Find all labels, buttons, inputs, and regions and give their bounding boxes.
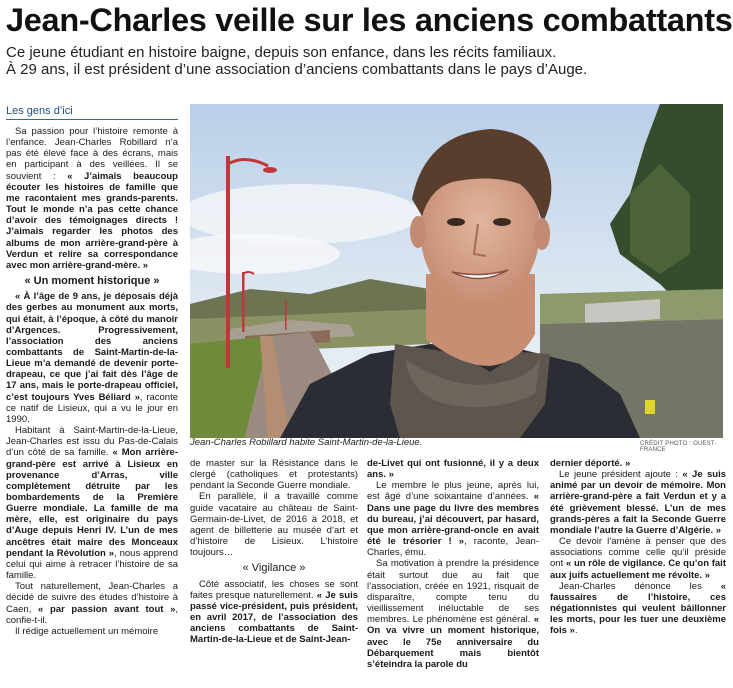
headline: Jean-Charles veille sur les anciens combattants (6, 2, 733, 38)
standfirst (6, 44, 728, 78)
text: , confie-t-il. (6, 603, 178, 626)
paragraph (190, 579, 358, 646)
text: Côté associatif, les choses se sont faites presque naturellement. (190, 578, 358, 601)
column-4 (550, 458, 726, 637)
quote: « par passion avant tout » (38, 603, 176, 615)
quote: « J’aimais beaucoup écouter les histoires de famille que me racontaient mes grands-parents. Tout le monde n’a pas cette chance d’avoir des témoignages directs ! J’aimais regarder les photos des albums de mon arrière-grand-père à Verdun et relire sa correspondance avec mon arrière-grand-mère. » (6, 170, 178, 271)
text: , nous apprend celui qui aime à retracer l’histoire de sa famille. (6, 547, 178, 582)
paragraph (550, 581, 726, 637)
paragraph (367, 558, 539, 670)
portrait-photo-illustration (190, 104, 723, 438)
text: , raconte, Jean-Charles, ému. (367, 536, 539, 559)
paragraph (6, 581, 178, 626)
standfirst-line-2: À 29 ans, il est président d’une association d’anciens combattants dans le pays d’Auge. (6, 61, 588, 78)
paragraph (367, 458, 539, 480)
paragraph (550, 536, 726, 581)
subheading: « Un moment historique » (24, 275, 160, 288)
quote: « On va vivre un moment historique, avec le 75e anniversaire du Débarquement mais bientôt s’éteindra la parole du (367, 614, 539, 670)
portrait-photo (190, 104, 723, 438)
paragraph (6, 126, 178, 271)
column-1 (6, 126, 178, 637)
quote: « Dans une page du livre des membres du bureau, j’ai découvert, par hasard, que mon arrière-grand-oncle en avait été le trésorier ! » (367, 491, 539, 548)
text: Sa passion pour l’histoire remonte à l’enfance. Jean-Charles Robillard n’a pas été élevé face à des écrans, mais en participant à des veillées. Il se souvient : (6, 126, 178, 182)
quote: « faussaires de l’histoire, ces négationnistes qui veulent bâillonner les morts, pour les tuer une deuxième fois » (550, 580, 726, 637)
standfirst-line-1: Ce jeune étudiant en histoire baigne, depuis son enfance, dans les récits familiaux. (6, 44, 557, 61)
paragraph (6, 291, 178, 425)
quote: « Mon arrière-grand-père est arrivé à Lisieux en provenance d’Arras, ville complètement détruite par les bombardements de la Première Guerre mondiale. La famille de ma mère, elle, est originaire du pays d’Auge depuis Henri IV. L’un de mes ancêtres était maire des Monceaux pendant la Révolution » (6, 447, 179, 559)
quote: « À l’âge de 9 ans, je déposais déjà des gerbes au monument aux morts, qui était, à l’époque, à côté du manoir d’Argences. Progressivement, l’association des anciens combattants de Saint-Martin-de-la-Lieue m’a demandé de devenir porte-drapeau, ce que j’ai fait dès l’âge de 17 ans, mais le porte-drapeau officiel, c’est toujours Yves Béliard » (6, 291, 178, 403)
section-rubric: Les gens d’ici (6, 105, 178, 120)
paragraph: En parallèle, il a travaillé comme guide vacataire au château de Saint-Germain-de-Livet, de 2016 à 2018, et agent de billetterie au musée d’art et d’histoire de Lisieux. L’histoire toujours… (190, 491, 358, 559)
text: Jean-Charles dénonce les (559, 580, 721, 592)
text: Ce devoir l’amène à penser que des associations comme celle qu’il préside ont (550, 536, 726, 570)
quote: « Je suis animé par un devoir de mémoire. Mon arrière-grand-père a fait Verdun et y a été grièvement blessé. L’un de mes grands-pères a fait la Seconde Guerre mondiale l’autre la Guerre d’Algérie. » (550, 469, 726, 536)
text: Habitant à Saint-Martin-de-la-Lieue, Jean-Charles est issu du Pas-de-Calais d’un côté de sa famille. (6, 425, 178, 459)
column-3 (367, 458, 539, 670)
text: Sa motivation à prendre la présidence était surtout due au fait que l’association, créée en 1921, risquait de disparaître, compte tenu du vieillissement inéluctable de ses membres. Le phénomène est général. (367, 558, 539, 626)
quote: dernier déporté. » (550, 458, 631, 469)
paragraph: Il rédige actuellement un mémoire (15, 625, 159, 637)
paragraph (550, 469, 726, 536)
photo-credit: CRÉDIT PHOTO : OUEST-FRANCE (640, 441, 717, 453)
quote: « Je suis passé vice-président, puis président, en avril 2017, de l’association des anciens combattants de Saint-Martin-de-la-Lieue et de Saint-Jean- (190, 589, 359, 646)
text: , raconte ce natif de Lisieux, qui a vu le jour en 1990. (6, 391, 179, 425)
paragraph: de master sur la Résistance dans le clergé (catholiques et protestants) pendant la Seconde Guerre mondiale. (190, 458, 358, 492)
paragraph (550, 458, 726, 469)
text: Tout naturellement, Jean-Charles a décidé de suivre des études d’histoire à Caen, (6, 581, 178, 615)
photo-caption: Jean-Charles Robillard habite Saint-Martin-de-la-Lieue. (190, 437, 423, 448)
subheading: « Vigilance » (242, 562, 306, 575)
column-2 (190, 458, 358, 646)
text: . (574, 625, 578, 637)
paragraph (6, 425, 178, 581)
paragraph (367, 480, 539, 558)
quote: de-Livet qui ont fusionné, il y a deux ans. » (367, 458, 539, 481)
text: Le membre le plus jeune, après lui, est âgé d’une soixantaine d’années. (367, 480, 539, 503)
text: Le jeune président ajoute : (559, 469, 683, 481)
quote: « un rôle de vigilance. Ce qu’on fait aux juifs actuellement me révolte. » (550, 558, 726, 581)
